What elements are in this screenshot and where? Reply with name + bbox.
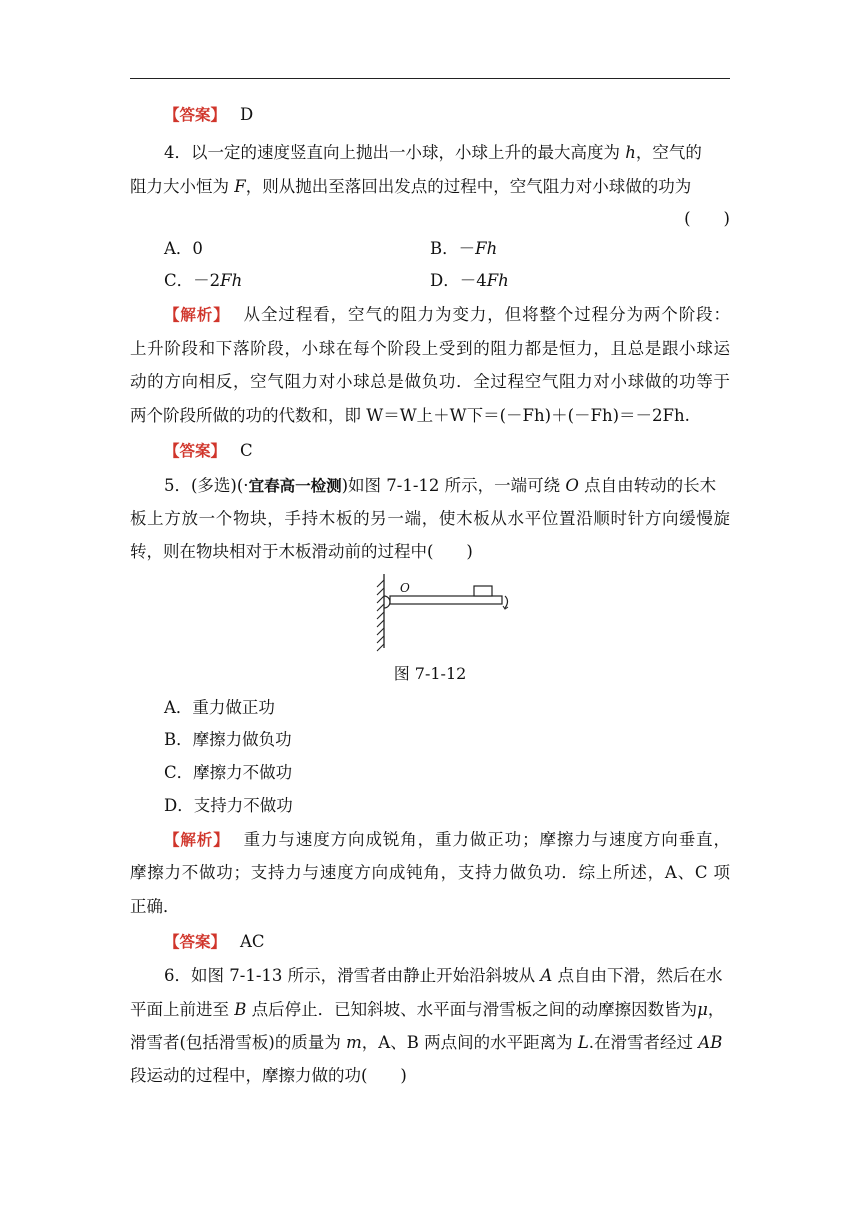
q4-answer: C — [240, 441, 253, 460]
q4-text: ，空气的 — [635, 143, 702, 162]
q3-answer-line — [164, 104, 730, 126]
var-h: h — [625, 143, 636, 162]
board-diagram — [370, 572, 520, 652]
q6-text: .在滑雪者经过 — [588, 1033, 699, 1052]
q4-text: 4．以一定的速度竖直向上抛出一小球，小球上升的最大高度为 — [164, 143, 626, 162]
q5-option-c: C．摩擦力不做功 — [164, 763, 293, 782]
q4-answer-line — [164, 440, 730, 462]
q4-stem-line1 — [164, 142, 730, 164]
q6-text: 滑雪者(包括滑雪板)的质量为 — [130, 1033, 347, 1052]
q5-option-a: A．重力做正功 — [164, 698, 275, 717]
q5-text: )如图 7-1-12 所示，一端可绕 — [341, 476, 566, 495]
q4-analysis-text: 从全过程看，空气的阻力为变力，但将整个过程分为两个阶段： — [243, 305, 730, 324]
q4-analysis-line2: 上升阶段和下落阶段，小球在每个阶段上受到的阻力都是恒力，且总是跟小球运 — [130, 339, 730, 358]
q4-options-row2 — [164, 270, 730, 292]
q5-analysis-line3: 正确． — [130, 897, 180, 916]
q5-stem-line2: 板上方放一个物块，手持木板的另一端，使木板从水平位置沿顺时针方向缓慢旋 — [130, 509, 730, 528]
q5-option-b: B．摩擦力做负功 — [164, 730, 292, 749]
q6-text: 点后停止．已知斜坡、水平面与滑雪板之间的动摩擦因数皆为 — [246, 1000, 698, 1019]
q4-options-row1 — [164, 238, 730, 260]
var-AB: AB — [698, 1033, 723, 1052]
q5-option-d: D．支持力不做功 — [164, 796, 293, 815]
answer-label: 【答案】 — [164, 933, 227, 951]
var-B: B — [234, 1000, 247, 1019]
q4-text: ，则从抛出至落回出发点的过程中，空气阻力对小球做的功为 — [245, 177, 692, 196]
var-m: m — [346, 1033, 362, 1052]
header-rule — [130, 78, 730, 79]
q6-text: 点自由下滑，然后在水 — [552, 966, 723, 985]
q6-text: ， — [707, 1000, 725, 1019]
q4-stem-line2 — [130, 176, 730, 198]
q5-analysis-line1 — [164, 829, 730, 851]
q5-answer-line — [164, 931, 730, 953]
q4-option-c-pre: C．－2 — [164, 271, 221, 290]
q5-answer: AC — [240, 932, 265, 951]
q6-text: ，A、B 两点间的水平距离为 — [361, 1033, 578, 1052]
q6-stem-line3 — [130, 1032, 730, 1054]
var-A: A — [540, 966, 553, 985]
q4-option-b-pre: B．－ — [430, 239, 476, 258]
q4-option-b — [430, 238, 497, 260]
q3-answer: D — [240, 105, 254, 124]
q5-text: 5．(多选)(· — [164, 476, 249, 495]
q4-option-d-pre: D．－4 — [430, 271, 487, 290]
q6-stem-line2 — [130, 999, 730, 1021]
q5-stem-line3: 转，则在物块相对于木板滑动前的过程中( ) — [130, 542, 473, 561]
q4-option-c — [164, 271, 242, 290]
var-F: F — [234, 177, 246, 196]
figure-7-1-12 — [370, 572, 520, 656]
q4-analysis-line3: 动的方向相反，空气阻力对小球总是做负功．全过程空气阻力对小球做的功等于 — [130, 372, 730, 391]
q4-option-b-var: Fh — [475, 239, 498, 258]
q6-text: 6．如图 7-1-13 所示，滑雪者由静止开始沿斜坡从 — [164, 966, 541, 985]
answer-label: 【答案】 — [164, 442, 227, 460]
q5-analysis-text: 重力与速度方向成锐角，重力做正功；摩擦力与速度方向垂直， — [243, 830, 730, 849]
q4-option-d-var: Fh — [486, 271, 509, 290]
q6-stem-line1 — [164, 965, 730, 987]
figure-caption: 图 7-1-12 — [393, 664, 467, 683]
var-O: O — [565, 476, 579, 495]
q5-source: 宜春高一检测 — [248, 477, 342, 495]
var-mu: μ — [697, 1000, 708, 1019]
analysis-label: 【解析】 — [164, 831, 230, 849]
q5-analysis-line2: 摩擦力不做功；支持力与速度方向成钝角，支持力做负功．综上所述，A、C 项 — [130, 863, 730, 882]
q4-analysis-line4: 两个阶段所做的功的代数和，即 W＝W上＋W下＝(－Fh)＋(－Fh)＝－2Fh. — [130, 406, 690, 425]
var-L: L — [577, 1033, 589, 1052]
q4-text: 阻力大小恒为 — [130, 177, 235, 196]
q4-option-d — [430, 270, 509, 292]
q6-text: 平面上前进至 — [130, 1000, 235, 1019]
q5-text: 点自由转动的长木 — [578, 476, 717, 495]
answer-label: 【答案】 — [164, 106, 227, 124]
q4-paren: ( ) — [684, 209, 730, 228]
q4-option-c-var: Fh — [220, 271, 243, 290]
q4-option-a: A．0 — [164, 239, 203, 258]
label-O: O — [400, 581, 410, 595]
analysis-label: 【解析】 — [164, 306, 230, 324]
q6-stem-line4: 段运动的过程中，摩擦力做的功( ) — [130, 1066, 407, 1085]
q4-analysis-line1 — [164, 304, 730, 326]
q5-stem-line1 — [164, 475, 730, 497]
